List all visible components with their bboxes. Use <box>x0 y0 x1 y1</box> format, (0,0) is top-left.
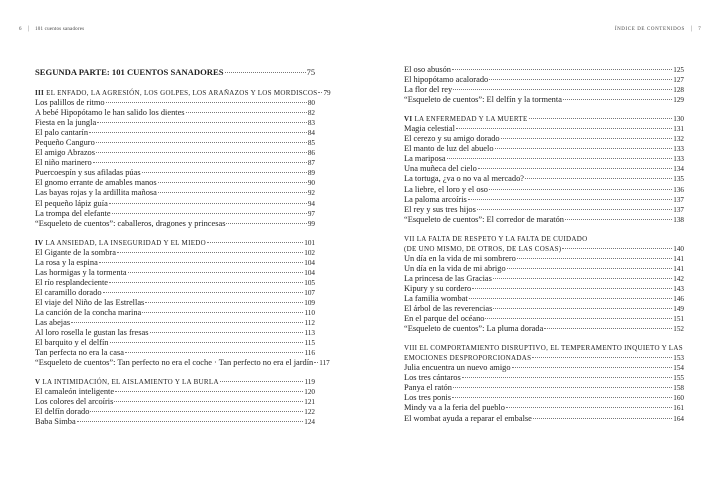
entry-title: El amigo Abrazos <box>35 148 96 158</box>
entry-page: 136 <box>673 185 684 194</box>
leader-dots <box>501 138 673 139</box>
right-running-head <box>615 26 701 32</box>
entry-page: 105 <box>304 278 315 287</box>
leader-dots <box>186 112 307 113</box>
entry-page: 133 <box>673 145 684 154</box>
leader-dots <box>71 322 303 323</box>
leader-dots <box>128 272 304 273</box>
entry-page: 110 <box>304 308 315 317</box>
entry-title: El viaje del Niño de las Estrellas <box>35 297 145 307</box>
entry-title: “Esqueleto de cuentos”: La pluma dorada <box>404 324 544 334</box>
leader-dots <box>99 262 303 263</box>
entry-title: El cerezo y su amigo dorado <box>404 134 500 144</box>
toc-entry[interactable] <box>404 164 684 174</box>
toc-entry[interactable] <box>35 268 315 278</box>
chapter-heading <box>35 377 315 387</box>
entry-page: 122 <box>304 408 315 417</box>
chapter-numeral: VII <box>404 234 415 243</box>
toc-entry[interactable] <box>35 397 315 407</box>
entry-page: 137 <box>673 205 684 214</box>
toc-entry[interactable] <box>404 144 684 154</box>
toc-entry[interactable] <box>404 75 684 85</box>
entry-page: 115 <box>304 339 315 348</box>
entry-page: 133 <box>673 155 684 164</box>
entry-title: “Esqueleto de cuentos”: Tan perfecto no era el coche · Tan perfecto no era el jardín <box>35 358 314 368</box>
entry-page: 149 <box>673 305 684 314</box>
entry-page: 134 <box>673 165 684 174</box>
entry-page: 129 <box>673 96 684 105</box>
chapter-numeral: VI <box>404 115 413 124</box>
entry-title: Puercoespín y sus afiladas púas <box>35 168 141 178</box>
chapter-title-wrap <box>404 244 561 254</box>
toc-entry[interactable] <box>404 294 684 304</box>
entry-page: 87 <box>307 159 315 168</box>
entry-title: La mariposa <box>404 154 446 164</box>
entry-title: Mindy va a la feria del pueblo <box>404 403 505 413</box>
leader-dots <box>226 223 306 224</box>
chapter-title-line: LA ENFERMEDAD Y LA MUERTE <box>414 115 528 124</box>
entry-title: La princesa de las Gracias <box>404 273 492 283</box>
toc-entry[interactable] <box>404 65 684 75</box>
leader-dots <box>472 288 672 289</box>
chapter-title-wrap <box>404 114 528 124</box>
toc-entry[interactable] <box>404 324 684 334</box>
leader-dots <box>453 89 672 90</box>
leader-dots <box>93 162 307 163</box>
entry-page: 109 <box>304 298 315 307</box>
leader-dots <box>158 192 307 193</box>
entry-title: La familia wombat <box>404 293 468 303</box>
toc-entry[interactable] <box>404 195 684 205</box>
leader-dots <box>109 282 303 283</box>
chapter-numeral: III <box>35 89 45 97</box>
toc-entry[interactable] <box>35 248 315 258</box>
leader-dots <box>106 102 307 103</box>
chapter-title-line: LA FALTA DE RESPETO Y LA FALTA DE CUIDADO <box>416 234 588 243</box>
entry-page: 164 <box>673 414 684 423</box>
toc-entry[interactable] <box>35 98 315 108</box>
toc-entry[interactable] <box>35 338 315 348</box>
entry-page: 112 <box>304 319 315 328</box>
toc-entry[interactable] <box>404 284 684 294</box>
leader-dots <box>532 357 672 358</box>
entry-title: Fiesta en la jungla <box>35 118 97 128</box>
toc-entry[interactable] <box>404 414 684 424</box>
toc-entry[interactable] <box>404 95 684 105</box>
entry-page: 135 <box>673 175 684 184</box>
leader-dots <box>456 128 672 129</box>
chapter-heading <box>404 353 684 363</box>
leader-dots <box>96 142 307 143</box>
leader-dots <box>485 318 672 319</box>
toc-entry[interactable] <box>404 134 684 144</box>
entry-title: El camaleón inteligente <box>35 387 115 397</box>
entry-title: La canción de la concha marina <box>35 307 142 317</box>
entry-title: En el parque del océano <box>404 314 485 324</box>
entry-page: 141 <box>673 264 684 273</box>
leader-dots <box>512 367 673 368</box>
entry-page: 107 <box>304 288 315 297</box>
leader-dots <box>477 209 672 210</box>
entry-page: 97 <box>307 209 315 218</box>
entry-title: Los tres ponis <box>404 393 451 403</box>
toc-entry[interactable] <box>35 138 315 148</box>
entry-page: 85 <box>307 139 315 148</box>
entry-title: Un día en la vida de mi sombrero <box>404 253 516 263</box>
left-sections <box>35 88 331 428</box>
toc-entry[interactable] <box>35 148 315 158</box>
toc-entry[interactable] <box>35 178 315 188</box>
entry-title: Panya el ratón <box>404 383 452 393</box>
leader-dots <box>562 248 672 249</box>
toc-entry[interactable] <box>404 314 684 324</box>
entry-title: La flor del rey <box>404 85 453 95</box>
entry-title: El niño marinero <box>35 158 92 168</box>
toc-entry[interactable] <box>404 124 684 134</box>
left-page-number: 6 <box>19 26 22 32</box>
book-title: 101 cuentos sanadores <box>35 26 85 32</box>
entry-title: “Esqueleto de cuentos”: caballeros, dragones y princesas <box>35 218 226 228</box>
entry-page: 86 <box>307 149 315 158</box>
leader-dots <box>207 242 303 243</box>
toc-entry[interactable] <box>35 278 315 288</box>
leader-dots <box>125 352 304 353</box>
entry-page: 92 <box>307 189 315 198</box>
toc-entry[interactable] <box>404 264 684 274</box>
entry-title: La tortuga, ¿va o no va al mercado? <box>404 174 524 184</box>
entry-page: 104 <box>304 268 315 277</box>
toc-entry[interactable] <box>404 274 684 284</box>
toc-entry[interactable] <box>35 118 315 128</box>
entry-title: Julia encuentra un nuevo amigo <box>404 363 511 373</box>
entry-page: 151 <box>673 315 684 324</box>
entry-page: 128 <box>673 86 684 95</box>
leader-dots <box>103 292 304 293</box>
entry-page: 124 <box>304 418 315 427</box>
continued-entries <box>404 65 684 105</box>
part-page: 75 <box>306 68 315 77</box>
leader-dots <box>97 122 307 123</box>
entry-title: El barquito y el delfín <box>35 338 109 348</box>
leader-dots <box>110 342 304 343</box>
entry-title: La paloma arcoíris <box>404 194 467 204</box>
leader-dots <box>117 252 303 253</box>
entry-page: 116 <box>304 349 315 358</box>
entry-title: El manto de luz del abuelo <box>404 144 494 154</box>
chapter-page: 153 <box>673 354 684 363</box>
chapter-page: 101 <box>304 238 315 247</box>
chapter-title-line: EMOCIONES DESPROPORCIONADAS <box>404 354 532 363</box>
entry-page: 146 <box>673 294 684 303</box>
toc-entry[interactable] <box>35 308 315 318</box>
toc-entry[interactable] <box>404 205 684 215</box>
entry-title: Los tres cántaros <box>404 373 461 383</box>
toc-entry[interactable] <box>35 288 315 298</box>
entry-title: Baba Simba <box>35 417 76 427</box>
chapter-section <box>404 234 684 334</box>
toc-entry[interactable] <box>35 128 315 138</box>
entry-page: 154 <box>673 364 684 373</box>
chapter-heading <box>35 238 315 248</box>
entry-title: A bebé Hipopótamo le han salido los dientes <box>35 108 185 118</box>
leader-dots <box>565 219 672 220</box>
chapter-title: LA INTIMIDACIÓN, EL AISLAMIENTO Y LA BURLA <box>42 378 219 387</box>
chapter-page: 140 <box>673 244 684 253</box>
entry-page: 84 <box>307 129 315 138</box>
toc-entry[interactable] <box>404 363 684 373</box>
leader-dots <box>469 298 672 299</box>
chapter-heading-line <box>404 343 684 353</box>
right-toc <box>404 65 684 433</box>
toc-entry[interactable] <box>35 407 315 417</box>
separator: | <box>27 26 30 32</box>
leader-dots <box>529 118 673 119</box>
entry-title: Un día en la vida de mi abrigo <box>404 263 506 273</box>
entry-title: El delfín dorado <box>35 407 90 417</box>
toc-entry[interactable] <box>404 393 684 403</box>
toc-entry[interactable] <box>35 258 315 268</box>
leader-dots <box>158 182 307 183</box>
chapter-heading <box>35 88 331 98</box>
leader-dots <box>507 268 673 269</box>
part-title: 101 CUENTOS SANADORES <box>111 67 224 77</box>
toc-entry[interactable] <box>404 383 684 393</box>
entry-title: El palo cantarín <box>35 128 89 138</box>
entry-title: El río resplandeciente <box>35 277 109 287</box>
entry-title: Las abejas <box>35 318 71 328</box>
entry-title: Los colores del arcoíris <box>35 397 114 407</box>
toc-entry[interactable] <box>404 254 684 264</box>
leader-dots <box>150 332 304 333</box>
entry-title: El hipopótamo acalorado <box>404 75 489 85</box>
chapter-section <box>35 238 330 369</box>
chapter-section <box>404 114 684 225</box>
entry-page: 160 <box>673 394 684 403</box>
toc-entry[interactable] <box>35 209 315 219</box>
leader-dots <box>525 178 672 179</box>
entry-title: La rosa y la espina <box>35 257 98 267</box>
toc-entry[interactable] <box>404 373 684 383</box>
leader-dots <box>489 79 672 80</box>
entry-title: Una muñeca del cielo <box>404 164 477 174</box>
leader-dots <box>495 148 673 149</box>
entry-title: El oso abusón <box>404 65 451 74</box>
leader-dots <box>225 72 306 73</box>
chapter-title: LA ANSIEDAD, LA INSEGURIDAD Y EL MIEDO <box>45 238 206 247</box>
leader-dots <box>563 99 672 100</box>
entry-title: Las bayas rojas y la ardillita mañosa <box>35 188 157 198</box>
leader-dots <box>453 387 672 388</box>
entry-page: 161 <box>673 404 684 413</box>
leader-dots <box>506 407 672 408</box>
chapter-section <box>404 343 684 423</box>
leader-dots <box>452 69 672 70</box>
toc-entry[interactable] <box>35 318 315 328</box>
leader-dots <box>318 92 322 93</box>
chapter-title-wrap <box>35 88 317 98</box>
section-title: ÍNDICE DE CONTENIDOS <box>614 26 685 32</box>
chapter-numeral: IV <box>35 238 44 247</box>
toc-entry[interactable] <box>35 387 315 397</box>
entry-title: La trompa del elefante <box>35 208 111 218</box>
entry-page: 94 <box>307 199 315 208</box>
leader-dots <box>109 203 307 204</box>
leader-dots <box>112 213 307 214</box>
chapter-heading <box>404 114 684 124</box>
entry-page: 125 <box>673 66 684 74</box>
entry-title: Kipury y su cordero <box>404 283 472 293</box>
left-toc <box>35 65 331 437</box>
entry-title: El wombat ayuda a reparar el embalse <box>404 413 532 423</box>
toc-entry[interactable] <box>35 188 315 198</box>
leader-dots <box>447 158 673 159</box>
entry-page: 83 <box>307 119 315 128</box>
toc-entry[interactable] <box>404 304 684 314</box>
leader-dots <box>517 258 672 259</box>
entry-page: 155 <box>673 374 684 383</box>
toc-entry[interactable] <box>35 417 315 427</box>
toc-entry[interactable] <box>404 185 684 195</box>
leader-dots <box>462 377 672 378</box>
toc-entry[interactable] <box>35 298 315 308</box>
entry-page: 141 <box>673 254 684 263</box>
leader-dots <box>145 302 303 303</box>
leader-dots <box>142 312 303 313</box>
entry-title: La liebre, el loro y el oso <box>404 184 488 194</box>
chapter-page: 79 <box>323 89 331 97</box>
entry-page: 132 <box>673 135 684 144</box>
entry-page: 82 <box>307 109 315 118</box>
chapter-numeral: V <box>35 378 41 387</box>
leader-dots <box>114 401 303 402</box>
leader-dots <box>544 328 672 329</box>
entry-title: “Esqueleto de cuentos”: El delfín y la tormenta <box>404 95 562 105</box>
leader-dots <box>493 308 672 309</box>
leader-dots <box>468 199 672 200</box>
chapter-page: 119 <box>304 378 315 387</box>
entry-page: 90 <box>307 179 315 188</box>
chapter-title-line: (DE UNO MISMO, DE OTROS, DE LAS COSAS) <box>404 244 562 253</box>
entry-title: El árbol de las reverencias <box>404 304 493 314</box>
left-running-head <box>19 26 84 32</box>
toc-entry[interactable] <box>404 403 684 413</box>
right-sections <box>404 114 684 423</box>
chapter-heading <box>404 244 684 254</box>
leader-dots <box>533 418 672 419</box>
entry-page: 80 <box>307 99 315 108</box>
chapter-title-wrap <box>404 353 531 363</box>
leader-dots <box>493 278 672 279</box>
entry-page: 104 <box>304 258 315 267</box>
entry-page: 89 <box>307 169 315 178</box>
entry-page: 127 <box>673 76 684 85</box>
entry-page: 121 <box>304 398 315 407</box>
toc-entry[interactable] <box>35 328 315 338</box>
entry-title: Las hormigas y la tormenta <box>35 267 127 277</box>
leader-dots <box>489 189 672 190</box>
entry-page: 137 <box>673 195 684 204</box>
entry-page: 102 <box>304 248 315 257</box>
entry-title: El gnomo errante de amables manos <box>35 178 157 188</box>
entry-page: 120 <box>304 388 315 397</box>
entry-page: 113 <box>304 329 315 338</box>
entry-page: 99 <box>307 219 315 228</box>
leader-dots <box>142 172 307 173</box>
entry-page: 143 <box>673 284 684 293</box>
toc-entry[interactable] <box>35 348 315 358</box>
entry-page: 152 <box>673 325 684 334</box>
chapter-title-line: EL COMPORTAMIENTO DISRUPTIVO, EL TEMPERAMENTO INQUIETO Y LAS <box>419 344 683 353</box>
part-heading <box>35 65 315 79</box>
chapter-numeral: VIII <box>404 344 418 353</box>
separator: | <box>690 26 693 32</box>
entry-page: 131 <box>673 125 684 134</box>
part-label: SEGUNDA PARTE: <box>35 67 110 77</box>
toc-entry[interactable] <box>35 199 315 209</box>
entry-page: 142 <box>673 274 684 283</box>
chapter-title-wrap <box>35 238 206 248</box>
chapter-title-wrap <box>35 377 219 387</box>
entry-title: Magia celestial <box>404 124 455 134</box>
toc-entry[interactable] <box>35 108 315 118</box>
entry-title: El caramillo dorado <box>35 287 102 297</box>
toc-entry[interactable] <box>35 158 315 168</box>
toc-entry[interactable] <box>35 358 330 368</box>
right-page-number: 7 <box>698 26 701 32</box>
entry-title: Tan perfecta no era la casa <box>35 348 124 358</box>
leader-dots <box>478 168 672 169</box>
leader-dots <box>89 132 307 133</box>
leader-dots <box>452 397 672 398</box>
chapter-page: 130 <box>673 115 684 124</box>
leader-dots <box>90 411 303 412</box>
leader-dots <box>314 362 318 363</box>
entry-title: El pequeño lápiz guía <box>35 198 108 208</box>
chapter-section <box>35 377 315 427</box>
entry-page: 138 <box>673 215 684 224</box>
entry-title: El Gigante de la sombra <box>35 247 116 257</box>
right-page <box>360 0 720 484</box>
leader-dots <box>96 152 307 153</box>
toc-entry[interactable] <box>404 174 684 184</box>
entry-title: Pequeño Canguro <box>35 138 95 148</box>
entry-page: 158 <box>673 384 684 393</box>
entry-title: Los palillos de ritmo <box>35 98 105 108</box>
entry-title: “Esqueleto de cuentos”: El corredor de maratón <box>404 214 564 224</box>
chapter-section <box>35 88 331 229</box>
toc-entry[interactable] <box>35 168 315 178</box>
entry-page: 117 <box>319 359 330 368</box>
toc-entry[interactable] <box>35 219 315 229</box>
toc-entry[interactable] <box>404 154 684 164</box>
entry-title: Al loro rosella le gustan las fresas <box>35 328 149 338</box>
leader-dots <box>115 391 303 392</box>
chapter-heading-line <box>404 234 684 244</box>
chapter-title: EL ENFADO, LA AGRESIÓN, LOS GOLPES, LOS ARAÑAZOS Y LOS MORDISCOS <box>46 89 318 97</box>
toc-entry[interactable] <box>404 215 684 225</box>
leader-dots <box>220 381 304 382</box>
leader-dots <box>77 421 304 422</box>
entry-title: El rey y sus tres hijos <box>404 204 476 214</box>
toc-entry[interactable] <box>404 85 684 95</box>
